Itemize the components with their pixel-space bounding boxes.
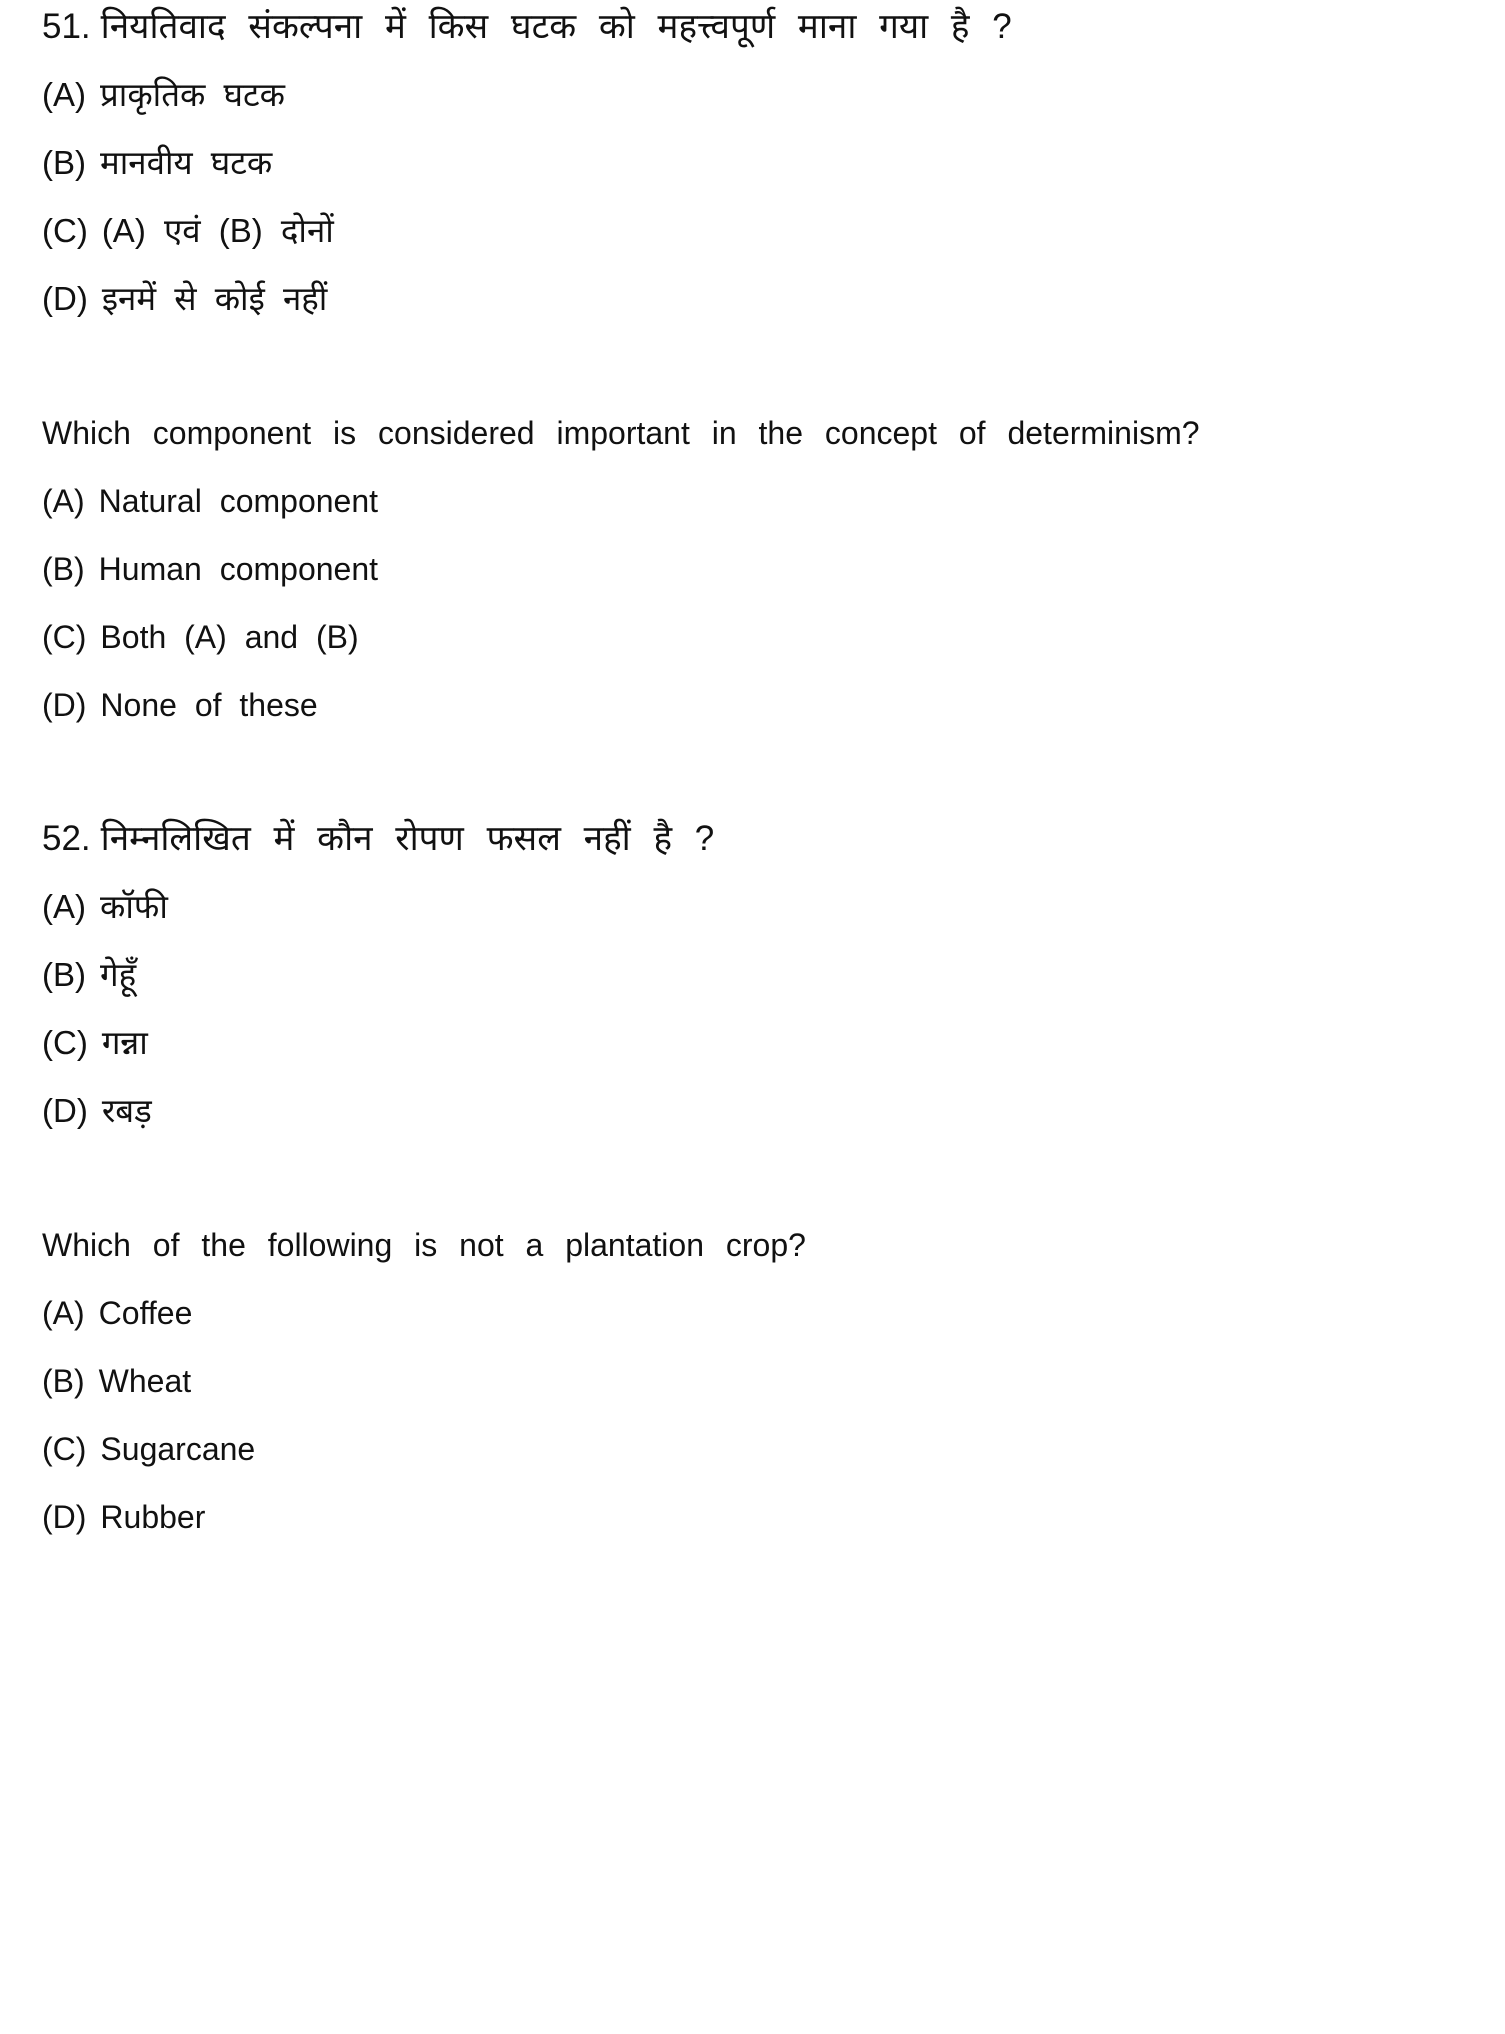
question-51-english-text: Which component is considered important in the concept of determinism? bbox=[42, 415, 1200, 451]
question-51-hindi-option-c bbox=[42, 210, 1475, 252]
option-text: None of these bbox=[100, 687, 318, 723]
question-51-english-option-a bbox=[42, 480, 1475, 522]
option-text: (A) एवं (B) दोनों bbox=[101, 212, 334, 249]
question-51-english-option-b bbox=[42, 548, 1475, 590]
option-text: Wheat bbox=[98, 1363, 192, 1399]
question-51-hindi-text: नियतिवाद संकल्पना में किस घटक को महत्त्वपूर्ण माना गया है ? bbox=[100, 7, 1012, 46]
option-text: Sugarcane bbox=[100, 1431, 256, 1467]
option-text: Both (A) and (B) bbox=[100, 619, 359, 655]
option-letter: (D) bbox=[42, 687, 87, 723]
question-52-english-option-b bbox=[42, 1360, 1475, 1402]
option-letter: (B) bbox=[42, 1363, 85, 1399]
question-51-hindi-option-a bbox=[42, 74, 1475, 116]
option-letter: (C) bbox=[42, 212, 88, 249]
option-letter: (B) bbox=[42, 956, 86, 993]
option-text: इनमें से कोई नहीं bbox=[101, 280, 328, 317]
question-52-hindi bbox=[42, 818, 1475, 860]
option-text: गेहूँ bbox=[100, 956, 137, 993]
question-51-english-option-c bbox=[42, 616, 1475, 658]
option-letter: (A) bbox=[42, 76, 86, 113]
option-letter: (A) bbox=[42, 483, 85, 519]
option-letter: (A) bbox=[42, 1295, 85, 1331]
option-letter: (B) bbox=[42, 144, 86, 181]
option-letter: (C) bbox=[42, 1431, 87, 1467]
question-52-english-text: Which of the following is not a plantation crop? bbox=[42, 1227, 806, 1263]
question-52-english-option-d bbox=[42, 1496, 1475, 1538]
question-52-hindi-option-c bbox=[42, 1022, 1475, 1064]
question-52-hindi-option-a bbox=[42, 886, 1475, 928]
question-51-number: 51. bbox=[42, 7, 91, 46]
option-letter: (C) bbox=[42, 1024, 88, 1061]
option-text: रबड़ bbox=[101, 1092, 152, 1129]
option-letter: (D) bbox=[42, 1092, 88, 1129]
question-52-english bbox=[42, 1224, 1475, 1266]
question-52-hindi-option-b bbox=[42, 954, 1475, 996]
option-text: गन्ना bbox=[101, 1024, 148, 1061]
question-51-hindi-option-d bbox=[42, 278, 1475, 320]
question-51-hindi bbox=[42, 6, 1475, 48]
option-letter: (B) bbox=[42, 551, 85, 587]
option-text: मानवीय घटक bbox=[100, 144, 273, 181]
question-52-english-option-a bbox=[42, 1292, 1475, 1334]
question-52-hindi-option-d bbox=[42, 1090, 1475, 1132]
option-letter: (C) bbox=[42, 619, 87, 655]
question-52-english-option-c bbox=[42, 1428, 1475, 1470]
question-52-number: 52. bbox=[42, 819, 91, 858]
option-text: कॉफी bbox=[100, 888, 168, 925]
option-letter: (D) bbox=[42, 1499, 87, 1535]
option-letter: (A) bbox=[42, 888, 86, 925]
question-51-hindi-option-b bbox=[42, 142, 1475, 184]
option-text: Natural component bbox=[98, 483, 379, 519]
question-51-english bbox=[42, 412, 1475, 454]
question-52-hindi-text: निम्नलिखित में कौन रोपण फसल नहीं है ? bbox=[100, 819, 715, 858]
question-51-english-option-d bbox=[42, 684, 1475, 726]
option-text: Rubber bbox=[100, 1499, 206, 1535]
option-text: प्राकृतिक घटक bbox=[100, 76, 286, 113]
option-text: Coffee bbox=[98, 1295, 193, 1331]
option-letter: (D) bbox=[42, 280, 88, 317]
option-text: Human component bbox=[98, 551, 379, 587]
